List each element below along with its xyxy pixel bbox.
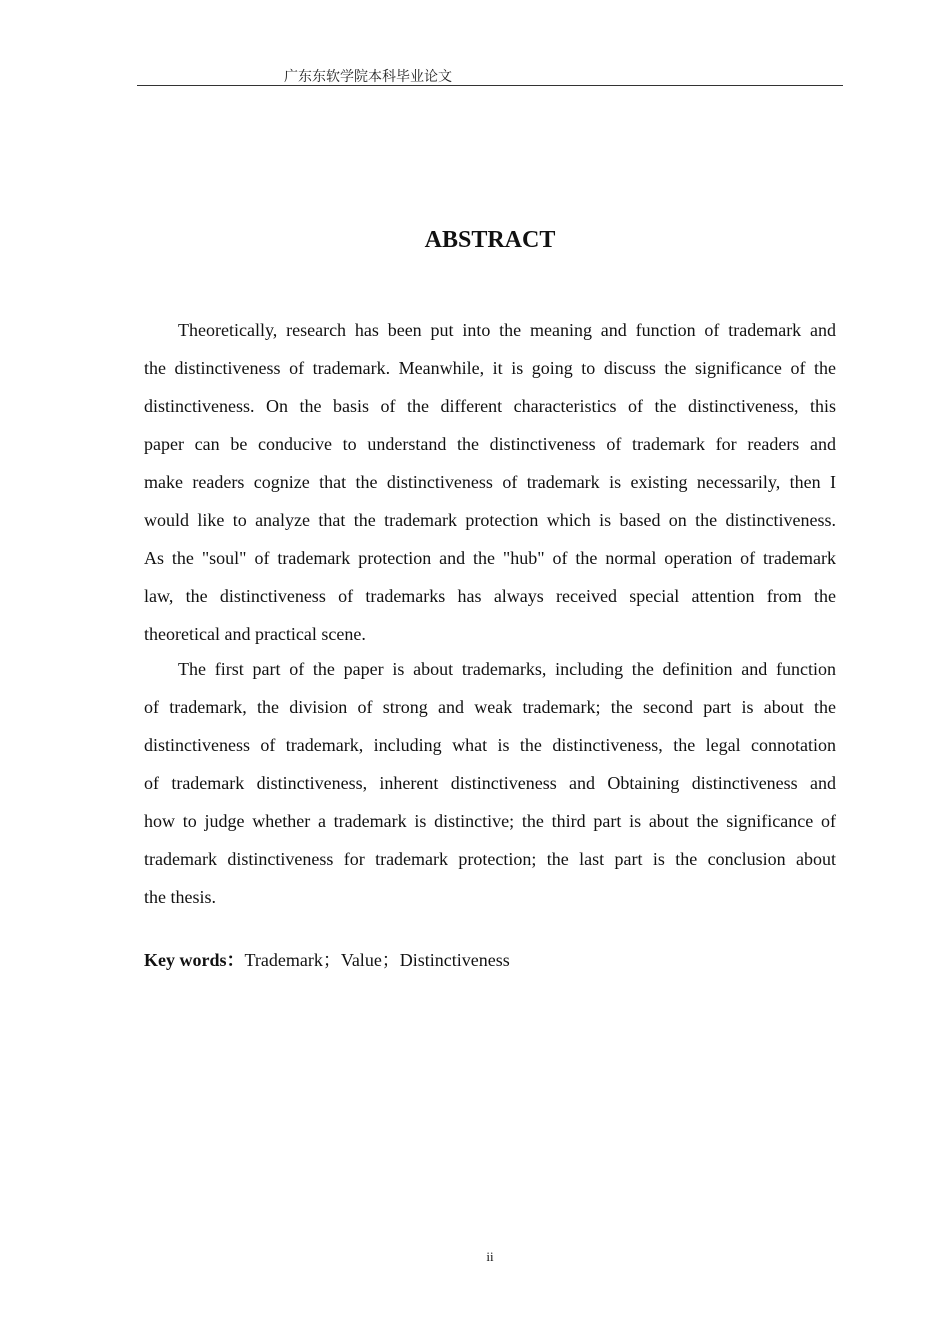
page-number: ii	[486, 1249, 494, 1264]
paragraph-line: As the "soul" of trademark protection and the "hub" of the normal operation of trademark	[144, 548, 836, 568]
paragraph-line: trademark distinctiveness for trademark protection; the last part is the conclusion about	[144, 849, 836, 869]
paragraph-line: theoretical and practical scene.	[144, 624, 366, 644]
keywords-label: Key words：	[144, 950, 245, 970]
paragraph-line: the distinctiveness of trademark. Meanwhile, it is going to discuss the significance of the	[144, 358, 836, 378]
paragraph-line: make readers cognize that the distinctiveness of trademark is existing necessarily, then I	[144, 472, 836, 492]
paragraph-line: of trademark, the division of strong and weak trademark; the second part is about the	[144, 697, 836, 717]
paragraph-line: The first part of the paper is about trademarks, including the definition and function	[178, 659, 836, 679]
paragraph-line: paper can be conducive to understand the distinctiveness of trademark for readers and	[144, 434, 836, 454]
paragraph-line: the thesis.	[144, 887, 216, 907]
keywords	[144, 946, 510, 972]
abstract-paragraph-2	[144, 650, 836, 916]
paragraph-line: would like to analyze that the trademark protection which is based on the distinctiveness.	[144, 510, 836, 530]
paragraph-line: Theoretically, research has been put into the meaning and function of trademark and	[178, 320, 836, 340]
abstract-title: ABSTRACT	[424, 227, 556, 253]
page-header: 广东东软学院本科毕业论文	[284, 70, 452, 85]
paragraph-line: distinctiveness. On the basis of the different characteristics of the distinctiveness, this	[144, 396, 836, 416]
abstract-paragraph-1	[144, 311, 836, 653]
paragraph-line: how to judge whether a trademark is distinctive; the third part is about the significance of	[144, 811, 836, 831]
keywords-terms: Trademark；Value；Distinctiveness	[244, 950, 510, 970]
header-rule	[137, 85, 843, 86]
paragraph-line: law, the distinctiveness of trademarks has always received special attention from the	[144, 586, 836, 606]
paragraph-line: distinctiveness of trademark, including what is the distinctiveness, the legal connotation	[144, 735, 836, 755]
paragraph-line: of trademark distinctiveness, inherent distinctiveness and Obtaining distinctiveness and	[144, 773, 836, 793]
